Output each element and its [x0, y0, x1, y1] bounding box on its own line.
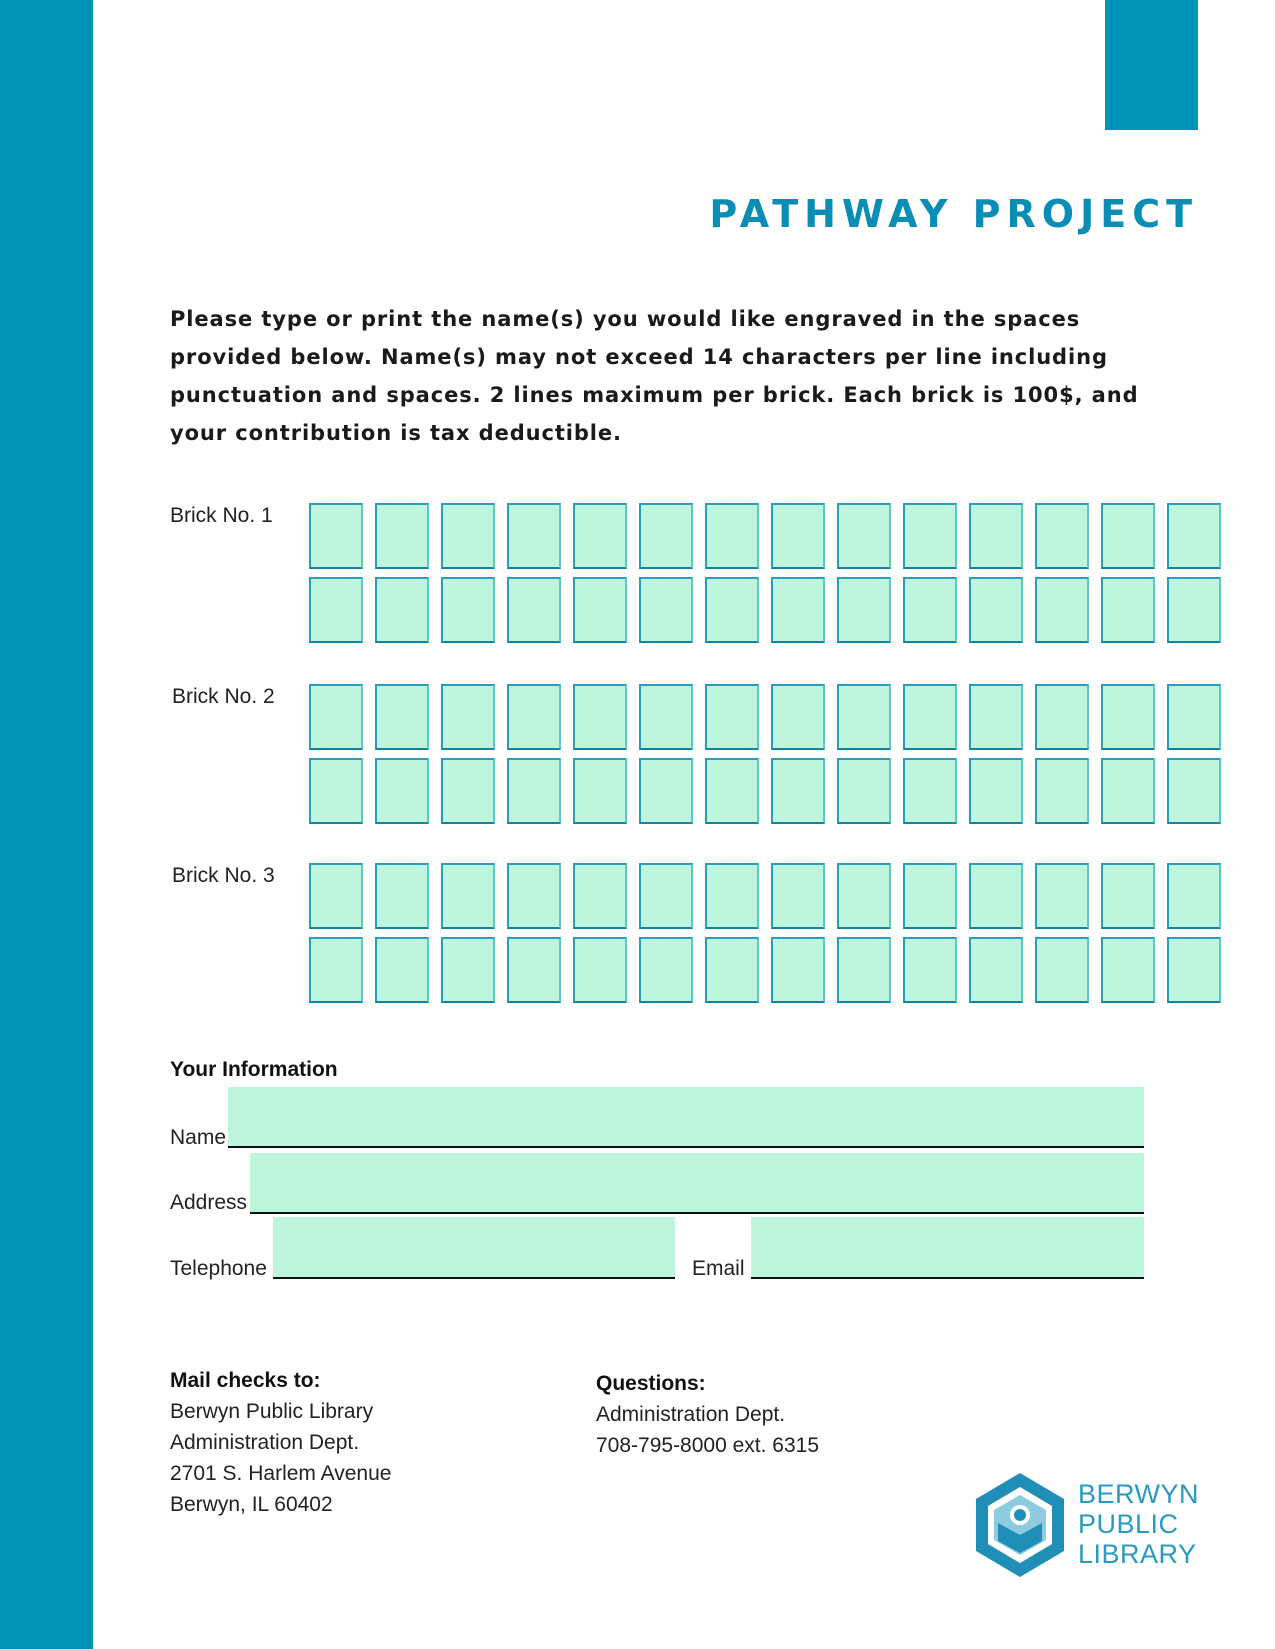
brick-3-line-1-char-box[interactable]: [771, 863, 825, 929]
brick-1-line-1-char-box[interactable]: [1035, 503, 1089, 569]
brick-1-line-1-char-box[interactable]: [837, 503, 891, 569]
brick-grid-3: [309, 863, 1221, 999]
brick-3-line-2-char-box[interactable]: [705, 937, 759, 1003]
brick-3-line-2-char-box[interactable]: [1167, 937, 1221, 1003]
address-field[interactable]: [250, 1153, 1144, 1214]
brick-1-line-2-char-box[interactable]: [573, 577, 627, 643]
brick-1-line-1-char-box[interactable]: [1167, 503, 1221, 569]
brick-2-line-2-char-box[interactable]: [969, 758, 1023, 824]
brick-2-line-2-char-box[interactable]: [441, 758, 495, 824]
brick-1-line-2-char-box[interactable]: [969, 577, 1023, 643]
brick-2-line-2-char-box[interactable]: [1101, 758, 1155, 824]
mail-checks-block: [170, 1365, 391, 1520]
brick-3-line-1-char-box[interactable]: [573, 863, 627, 929]
questions-block: [596, 1368, 819, 1461]
brick-1-line-1-char-box[interactable]: [969, 503, 1023, 569]
name-field[interactable]: [228, 1087, 1144, 1148]
brick-3-line-2-char-box[interactable]: [639, 937, 693, 1003]
brick-2-line-1: [309, 684, 1221, 746]
brick-2-line-2-char-box[interactable]: [639, 758, 693, 824]
brick-3-line-2-char-box[interactable]: [903, 937, 957, 1003]
brick-3-line-2-char-box[interactable]: [1101, 937, 1155, 1003]
brick-label-2: Brick No. 2: [172, 685, 275, 708]
brick-3-line-1-char-box[interactable]: [837, 863, 891, 929]
brick-2-line-2-char-box[interactable]: [837, 758, 891, 824]
logo-line: PUBLIC: [1078, 1509, 1179, 1539]
brick-1-line-1-char-box[interactable]: [507, 503, 561, 569]
brick-3-line-1-char-box[interactable]: [705, 863, 759, 929]
brick-3-line-2-char-box[interactable]: [1035, 937, 1089, 1003]
brick-1-line-1: [309, 503, 1221, 565]
instructions-text: Please type or print the name(s) you would like engraved in the spaces provided below. Name(s) may not exceed 14 characters per line including punctuation and spaces. 2 lines maximum per brick. Each brick is 100$, and your contribution is tax deductible.: [170, 307, 1139, 445]
brick-3-line-1-char-box[interactable]: [1101, 863, 1155, 929]
brick-2-line-1-char-box[interactable]: [639, 684, 693, 750]
brick-3-line-1-char-box[interactable]: [1167, 863, 1221, 929]
brick-1-line-1-char-box[interactable]: [639, 503, 693, 569]
brick-1-line-2-char-box[interactable]: [903, 577, 957, 643]
logo-wordmark: [1078, 1479, 1199, 1569]
brick-label-1: Brick No. 1: [170, 504, 273, 527]
brick-3-line-2-char-box[interactable]: [309, 937, 363, 1003]
brick-3-line-2-char-box[interactable]: [441, 937, 495, 1003]
brick-3-line-2: [309, 937, 1221, 999]
brick-2-line-2-char-box[interactable]: [1167, 758, 1221, 824]
brick-3-line-1-char-box[interactable]: [969, 863, 1023, 929]
mail-checks-line: 2701 S. Harlem Avenue: [170, 1462, 392, 1485]
corner-accent-block: [1105, 0, 1198, 130]
mail-checks-line: Berwyn, IL 60402: [170, 1493, 333, 1516]
brick-1-line-2-char-box[interactable]: [1101, 577, 1155, 643]
brick-grid-1: [309, 503, 1221, 639]
brick-3-line-1-char-box[interactable]: [309, 863, 363, 929]
brick-2-line-2-char-box[interactable]: [1035, 758, 1089, 824]
brick-2-line-2-char-box[interactable]: [771, 758, 825, 824]
brick-1-line-1-char-box[interactable]: [375, 503, 429, 569]
brick-2-line-2-char-box[interactable]: [903, 758, 957, 824]
brick-3-line-1-char-box[interactable]: [1035, 863, 1089, 929]
brick-1-line-2-char-box[interactable]: [771, 577, 825, 643]
page-title: PATHWAY PROJECT: [709, 192, 1198, 236]
name-label: Name: [170, 1126, 227, 1149]
brick-1-line-1-char-box[interactable]: [705, 503, 759, 569]
telephone-field[interactable]: [273, 1217, 675, 1279]
brick-1-line-2-char-box[interactable]: [441, 577, 495, 643]
brick-2-line-1-char-box[interactable]: [705, 684, 759, 750]
address-label: Address: [170, 1191, 248, 1214]
brick-2-line-1-char-box[interactable]: [1167, 684, 1221, 750]
mail-checks-line: Administration Dept.: [170, 1431, 360, 1454]
brick-2-line-2-char-box[interactable]: [573, 758, 627, 824]
brick-1-line-2-char-box[interactable]: [639, 577, 693, 643]
questions-heading: Questions:: [596, 1372, 706, 1395]
brick-1-line-1-char-box[interactable]: [771, 503, 825, 569]
brick-1-line-2-char-box[interactable]: [1035, 577, 1089, 643]
email-field[interactable]: [751, 1217, 1144, 1279]
brick-1-line-2-char-box[interactable]: [1167, 577, 1221, 643]
brick-1-line-1-char-box[interactable]: [441, 503, 495, 569]
brick-2-line-2-char-box[interactable]: [705, 758, 759, 824]
brick-1-line-1-char-box[interactable]: [903, 503, 957, 569]
brick-3-line-1: [309, 863, 1221, 925]
brick-3-line-2-char-box[interactable]: [375, 937, 429, 1003]
brick-3-line-2-char-box[interactable]: [573, 937, 627, 1003]
brick-1-line-1-char-box[interactable]: [309, 503, 363, 569]
brick-grid-2: [309, 684, 1221, 820]
brick-1-line-2: [309, 577, 1221, 639]
telephone-label: Telephone: [170, 1257, 267, 1280]
brick-2-line-1-char-box[interactable]: [441, 684, 495, 750]
brick-1-line-1-char-box[interactable]: [573, 503, 627, 569]
mail-checks-heading: Mail checks to:: [170, 1369, 321, 1392]
brick-2-line-1-char-box[interactable]: [1035, 684, 1089, 750]
brick-2-line-1-char-box[interactable]: [903, 684, 957, 750]
brick-label-3: Brick No. 3: [172, 864, 275, 887]
brick-3-line-1-char-box[interactable]: [507, 863, 561, 929]
brick-3-line-2-char-box[interactable]: [771, 937, 825, 1003]
brick-3-line-1-char-box[interactable]: [903, 863, 957, 929]
brick-2-line-1-char-box[interactable]: [771, 684, 825, 750]
brick-1-line-2-char-box[interactable]: [309, 577, 363, 643]
questions-line: Administration Dept.: [596, 1403, 786, 1426]
brick-2-line-1-char-box[interactable]: [507, 684, 561, 750]
brick-2-line-1-char-box[interactable]: [1101, 684, 1155, 750]
brick-2-line-1-char-box[interactable]: [309, 684, 363, 750]
brick-3-line-1-char-box[interactable]: [375, 863, 429, 929]
brick-2-line-2-char-box[interactable]: [309, 758, 363, 824]
brick-2-line-2-char-box[interactable]: [507, 758, 561, 824]
brick-3-line-2-char-box[interactable]: [837, 937, 891, 1003]
your-information-heading: Your Information: [170, 1058, 338, 1081]
brick-3-line-1-char-box[interactable]: [441, 863, 495, 929]
brick-2-line-1-char-box[interactable]: [375, 684, 429, 750]
brick-1-line-2-char-box[interactable]: [375, 577, 429, 643]
brick-2-line-1-char-box[interactable]: [969, 684, 1023, 750]
logo-line: BERWYN: [1078, 1479, 1200, 1509]
book-hexagon-icon: [972, 1471, 1068, 1579]
brick-1-line-1-char-box[interactable]: [1101, 503, 1155, 569]
mail-checks-line: Berwyn Public Library: [170, 1400, 374, 1423]
left-accent-bar: [0, 0, 93, 1649]
brick-2-line-1-char-box[interactable]: [573, 684, 627, 750]
brick-3-line-1-char-box[interactable]: [639, 863, 693, 929]
brick-3-line-2-char-box[interactable]: [507, 937, 561, 1003]
logo-line: LIBRARY: [1078, 1539, 1197, 1569]
email-label: Email: [692, 1257, 745, 1280]
brick-2-line-2: [309, 758, 1221, 820]
brick-2-line-1-char-box[interactable]: [837, 684, 891, 750]
brick-3-line-2-char-box[interactable]: [969, 937, 1023, 1003]
brick-2-line-2-char-box[interactable]: [375, 758, 429, 824]
brick-1-line-2-char-box[interactable]: [705, 577, 759, 643]
brick-1-line-2-char-box[interactable]: [507, 577, 561, 643]
brick-1-line-2-char-box[interactable]: [837, 577, 891, 643]
questions-line: 708-795-8000 ext. 6315: [596, 1434, 820, 1457]
